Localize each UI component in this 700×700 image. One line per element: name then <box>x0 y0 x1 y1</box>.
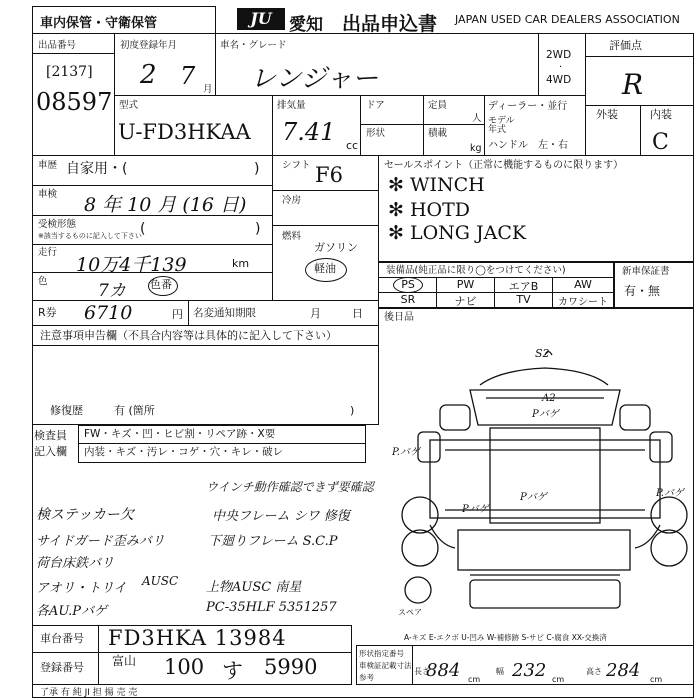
capacity-unit: 人 <box>472 113 482 124</box>
load-label: 積載 <box>428 128 448 139</box>
inspector-label2: 記入欄 <box>34 445 67 458</box>
drive-dot: · <box>559 62 563 73</box>
dims-width-unit: cm <box>552 675 565 684</box>
dims-label3: 参考 <box>359 673 374 682</box>
org-name: 愛知 <box>289 15 323 35</box>
name-change-month: 月 <box>310 307 321 320</box>
note-4: サイドガード歪みバリ <box>36 534 165 549</box>
r-ticket-value: 6710 <box>84 302 133 324</box>
mileage-value: 10万4千139 <box>76 254 187 276</box>
sales-point-1-text: WINCH <box>409 174 485 196</box>
plate-num1: 100 <box>164 655 205 679</box>
first-reg-month-unit: 月 <box>203 84 213 95</box>
doors-label: ドア <box>366 100 385 111</box>
legend-text: A-キズ E-エクボ U-凹み W-補修跡 S-サビ C-腐食 XX-交換済 <box>404 633 607 642</box>
dims-length-label: 長さ <box>414 667 430 676</box>
diag-mark-p1: Pバゲ <box>532 409 559 420</box>
model-value: U-FD3HKAA <box>118 120 251 144</box>
aftermarket-label: 後日品 <box>384 312 414 323</box>
chassis-value: FD3HKA 13984 <box>108 626 287 650</box>
storage-label: 車内保管・守衛保管 <box>40 16 158 31</box>
dims-width: 232 <box>512 660 547 681</box>
ext-label: 外装 <box>596 108 618 121</box>
note-3: 中央フレーム シワ 修復 <box>212 509 350 524</box>
diag-mark-p5: P.バゲ <box>656 488 684 499</box>
chassis-label: 車台番号 <box>40 632 84 645</box>
receipt-label2: ※該当するものに記入して下さい <box>38 232 142 240</box>
dims-label2: 車検証記載寸法 <box>359 661 412 670</box>
diag-mark-p2: P.バゲ <box>392 447 420 458</box>
name-change-label: 名変通知期限 <box>193 307 256 319</box>
model-label: 型式 <box>119 100 139 111</box>
repair-value: 有 (箇所 <box>114 404 155 417</box>
sales-point-2: ✻ HOTD <box>388 199 471 221</box>
equip-sr: SR <box>400 293 416 306</box>
notes-label: 注意事項申告欄（不具合内容等は具体的に記入して下さい） <box>40 329 337 342</box>
drive-4wd: 4WD <box>546 74 572 86</box>
fuel-diesel: 軽油 <box>314 262 336 275</box>
dims-height-label: 高さ <box>586 667 602 676</box>
note-6: 荷台床鉄バリ <box>36 556 115 571</box>
mileage-unit: km <box>232 257 250 270</box>
dims-width-label: 幅 <box>496 667 504 676</box>
plate-area: 富山 <box>112 654 137 668</box>
car-name-value: レンジャー <box>250 64 379 94</box>
equip-leather: カワシート <box>558 297 608 308</box>
first-reg-label: 初度登録年月 <box>120 40 178 51</box>
inspector-label1: 検査員 <box>34 429 67 442</box>
displacement-value: 7.41 <box>282 118 336 146</box>
sales-point-2-text: HOTD <box>409 199 471 221</box>
repair-label: 修復歴 <box>50 404 83 417</box>
dims-length: 884 <box>426 660 461 681</box>
plate-num2: 5990 <box>264 655 318 679</box>
displacement-label: 排気量 <box>277 100 306 111</box>
history-label: 車歴 <box>38 160 58 171</box>
first-reg-month: 7 <box>180 62 196 90</box>
sales-point-1: ✻ WINCH <box>388 174 485 196</box>
fuel-label: 燃料 <box>282 231 302 242</box>
dims-height: 284 <box>606 660 641 681</box>
note-8: AUSC <box>142 574 179 588</box>
int-value: C <box>652 130 669 155</box>
sales-point-3: ✻ LONG JACK <box>388 222 527 244</box>
history-value: 自家用・( <box>66 161 128 177</box>
assoc-name: JAPAN USED CAR DEALERS ASSOCIATION <box>455 13 680 26</box>
lot-label: 出品番号 <box>38 40 77 51</box>
note-7: アオリ・トリイ <box>36 581 127 596</box>
diag-mark-a2: A2 <box>542 393 556 404</box>
dims-length-unit: cm <box>468 675 481 684</box>
footer-text: 了承 有 純 JI 担 揚 売 売 <box>40 688 138 698</box>
int-label: 内装 <box>650 108 672 121</box>
sales-points-label: セールスポイント（正常に機能するものに限ります） <box>384 160 624 171</box>
inspection-value: 8 年 10 月 (16 日) <box>84 194 247 216</box>
shift-label: シフト <box>282 160 311 171</box>
fuel-gas: ガソリン <box>314 241 358 254</box>
plate-label: 登録番号 <box>40 661 84 674</box>
shape-label: 形状 <box>366 128 386 139</box>
history-close: ) <box>254 161 260 177</box>
color-label: 色 <box>38 276 48 287</box>
aircon-label: 冷房 <box>282 195 302 206</box>
dealer-line3: ハンドル 左・右 <box>488 140 568 151</box>
dims-label1: 形状指定番号 <box>359 649 404 658</box>
shift-value: F6 <box>315 163 343 187</box>
dealer-line2: モデル年式 <box>488 116 515 135</box>
grade-label: 評価点 <box>609 39 642 52</box>
note-9: 上物AUSC 南星 <box>206 580 302 595</box>
inspection-label: 車検 <box>38 189 58 200</box>
color-code-label: 色番 <box>150 278 172 291</box>
r-ticket-unit: 円 <box>172 308 183 321</box>
note-5: 下廻りフレーム S.C.P <box>208 534 338 549</box>
note-2: 検ステッカー欠 <box>36 507 134 523</box>
inspector-row1: FW・キズ・凹・ヒビ割・リペア跡・X要 <box>84 428 276 440</box>
diag-mark-s2: S2 <box>535 347 550 360</box>
plate-kana: す <box>222 659 243 683</box>
car-name-label: 車名・グレード <box>220 40 287 51</box>
form-title: 出品申込書 <box>342 13 438 35</box>
lot-code: [2137] <box>46 64 93 80</box>
note-11: PC-35HLF 5351257 <box>206 600 337 615</box>
sales-point-3-text: LONG JACK <box>409 222 527 244</box>
capacity-label: 定員 <box>428 100 448 111</box>
dealer-line1: ディーラー・並行 <box>488 101 568 112</box>
lot-number: 08597 <box>36 88 113 116</box>
grade-value: R <box>622 68 644 101</box>
receipt-close: ) <box>255 221 261 237</box>
drive-2wd: 2WD <box>546 49 572 61</box>
diag-mark-spare: スペア <box>398 608 422 617</box>
repair-close: ) <box>350 404 355 417</box>
name-change-day: 日 <box>352 307 363 320</box>
logo-text: JU <box>250 9 272 28</box>
equipment-label: 装備品(純正品に限り◯をつけてください) <box>386 265 566 276</box>
diag-mark-p4: Pバゲ <box>462 504 489 515</box>
equip-pw: PW <box>456 278 475 291</box>
inspector-row2: 内装・キズ・汚レ・コゲ・穴・キレ・破レ <box>84 446 284 458</box>
warranty-label: 新車保証書 <box>622 266 670 277</box>
color-value: 7カ <box>98 281 126 301</box>
r-ticket-label: R券 <box>38 306 57 319</box>
equip-tv: TV <box>516 293 531 306</box>
equip-aw: AW <box>574 278 592 291</box>
warranty-value: 有・無 <box>624 284 661 298</box>
mileage-label: 走行 <box>38 247 58 258</box>
note-1: ウインチ動作確認できず要確認 <box>206 480 374 494</box>
receipt-open: ( <box>140 221 146 237</box>
first-reg-year: 2 <box>140 60 157 90</box>
equip-navi: ナビ <box>454 295 477 308</box>
equip-ps: PS <box>401 278 415 291</box>
displacement-unit: cc <box>346 139 359 152</box>
diag-mark-p3: Pバゲ <box>520 492 547 503</box>
equip-airbag: エアB <box>508 280 539 293</box>
receipt-label1: 受検形態 <box>38 219 77 230</box>
load-unit: kg <box>470 143 482 154</box>
note-10: 各AU.Pバゲ <box>36 604 108 619</box>
dims-height-unit: cm <box>650 675 663 684</box>
